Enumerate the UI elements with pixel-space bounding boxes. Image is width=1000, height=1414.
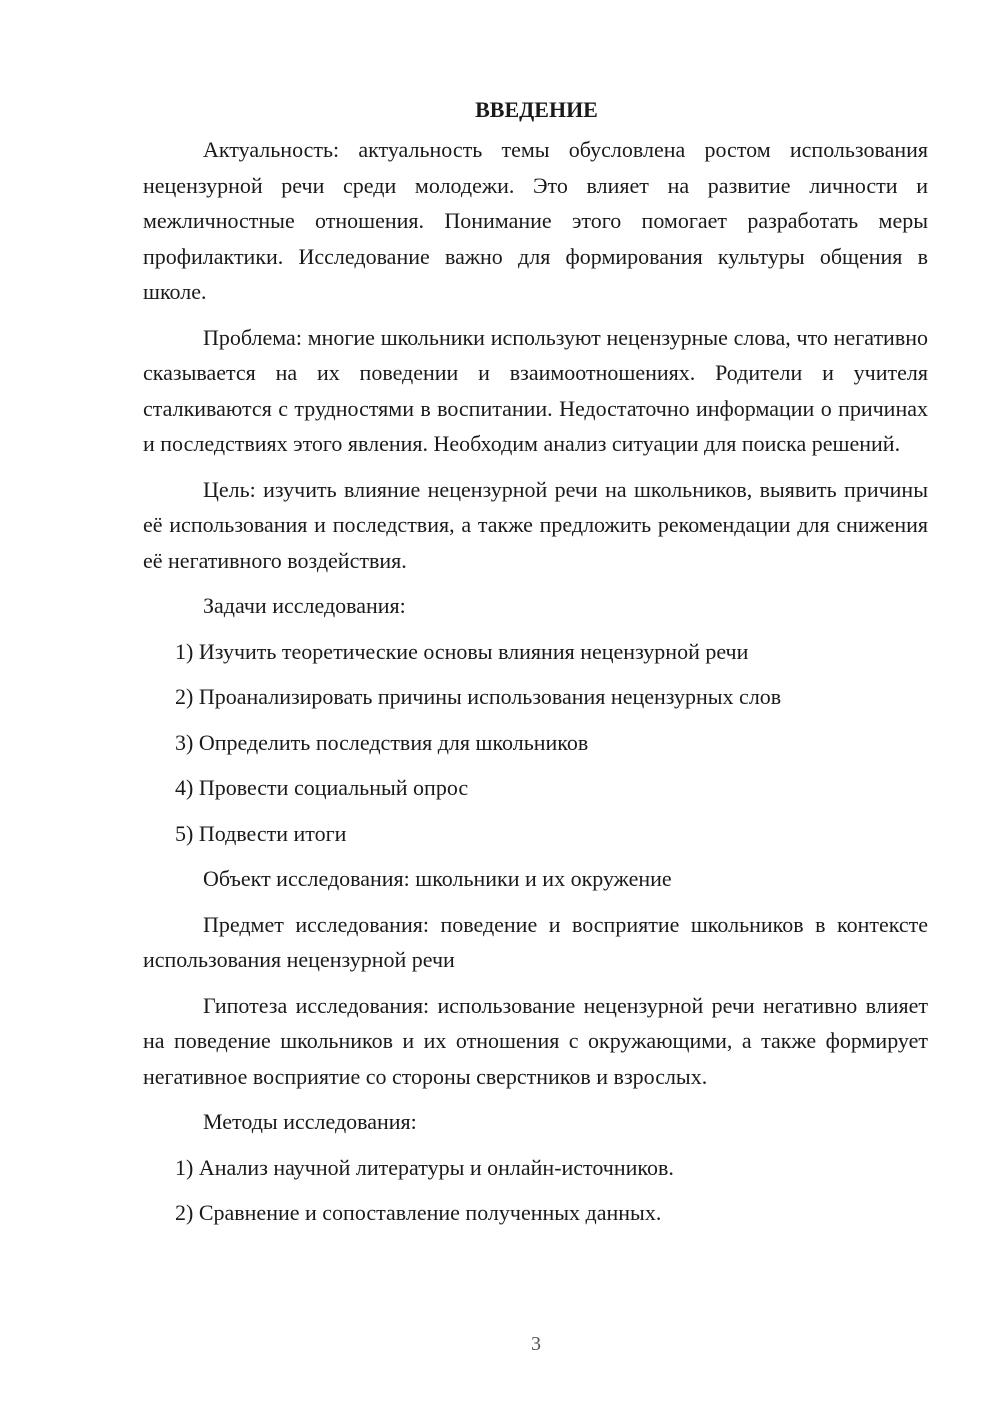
method-item: 1) Анализ научной литературы и онлайн-источников. <box>175 1154 674 1180</box>
task-item: 5) Подвести итоги <box>175 820 347 846</box>
page-number: 3 <box>531 1333 541 1355</box>
subject-paragraph: Предмет исследования: поведение и восприятие школьников в контексте использования нецензурной речи <box>143 911 928 972</box>
task-item: 1) Изучить теоретические основы влияния нецензурной речи <box>175 638 749 664</box>
tasks-heading: Задачи исследования: <box>203 593 406 618</box>
section-title: ВВЕДЕНИЕ <box>475 97 598 122</box>
methods-heading: Методы исследования: <box>203 1109 417 1134</box>
method-item: 2) Сравнение и сопоставление полученных данных. <box>175 1200 662 1225</box>
hypothesis-paragraph: Гипотеза исследования: использование нецензурной речи негативно влияет на поведение школьников и их отношения с окружающими, а также формирует негативное восприятие со стороны сверстников и взрослых. <box>143 992 928 1089</box>
task-item: 2) Проанализировать причины использования нецензурных слов <box>175 684 782 709</box>
relevance-paragraph: Актуальность: актуальность темы обусловлена ростом использования нецензурной речи среди молодежи. Это влияет на развитие личности и межличностные отношения. Понимание этого помогает разработать меры профилактики. Исследование важно для формирования культуры общения в школе. <box>143 137 928 304</box>
document-page <box>143 95 928 1241</box>
object-paragraph: Объект исследования: школьники и их окружение <box>203 866 672 891</box>
goal-paragraph: Цель: изучить влияние нецензурной речи на школьников, выявить причины её использования и последствия, а также предложить рекомендации для снижения её негативного воздействия. <box>143 476 928 573</box>
task-item: 4) Провести социальный опрос <box>175 775 469 800</box>
problem-paragraph: Проблема: многие школьники используют нецензурные слова, что негативно сказывается на их поведении и взаимоотношениях. Родители и учителя сталкиваются с трудностями в воспитании. Недостаточно информации о причинах и последствиях этого явления. Необходим анализ ситуации для поиска решений. <box>143 324 928 456</box>
task-item: 3) Определить последствия для школьников <box>175 729 589 755</box>
